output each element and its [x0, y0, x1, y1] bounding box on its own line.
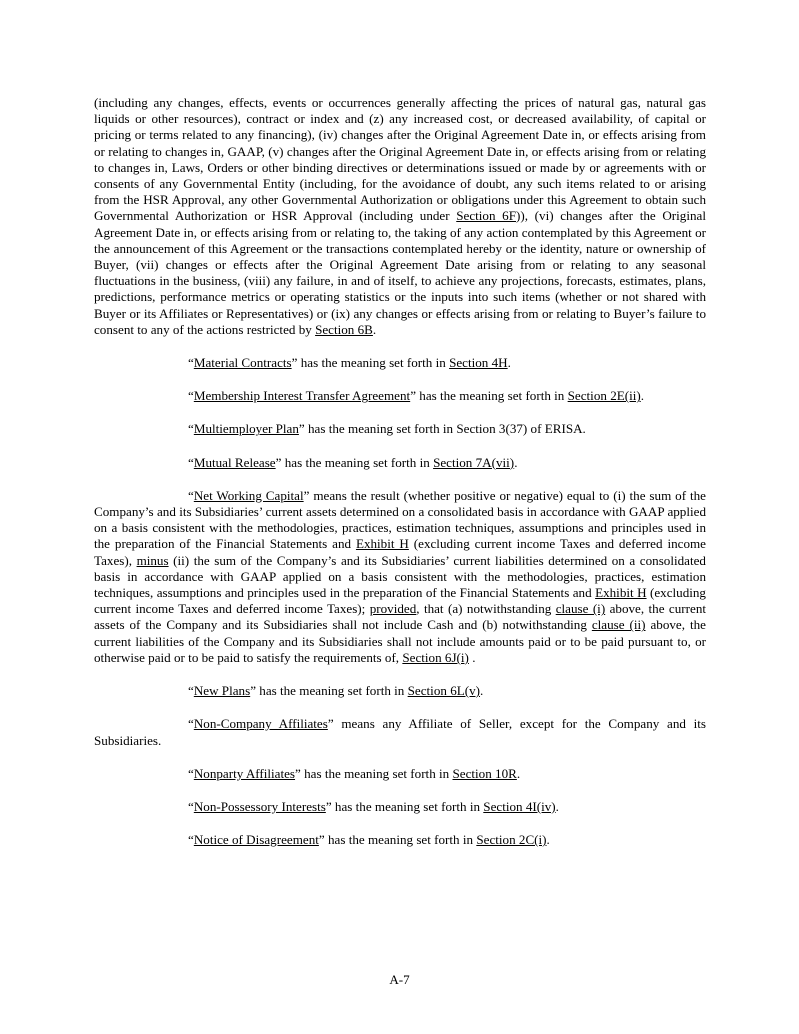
defined-term: Nonparty Affiliates: [193, 765, 296, 781]
clause-ref: clause (ii): [591, 617, 646, 633]
definition-membership-interest-transfer-agreement: “Membership Interest Transfer Agreement” has the meaning set forth in Section 2E(ii).: [188, 388, 645, 404]
defined-term: Non-Company Affiliates: [193, 716, 328, 732]
defined-term: New Plans: [193, 683, 251, 699]
definition-non-possessory-interests: “Non-Possessory Interests” has the meaning set forth in Section 4I(iv).: [188, 798, 559, 814]
definition-net-working-capital: “Net Working Capital” means the result (whether positive or negative) equal to (i) the sum of the Company’s and its Subsidiaries’ current assets determined on a consolidated basis in accordance with GAAP applied on a basis consistent with the methodologies, practices, estimation techniques, assumptions and principles used in the preparation of the Financial Statements and Exhibit H (excluding current income Taxes and deferred income Taxes), minus (ii) the sum of the Company’s and its Subsidiaries’ current liabilities determined on a consolidated basis in accordance with GAAP applied on a basis consistent with the methodologies, practices, estimation techniques, assumptions and principles used in the preparation of the Financial Statements and Exhibit H (excluding current income Taxes and deferred income Taxes); provided, that (a) notwithstanding clause (i) above, the current assets of the Company and its Subsidiaries shall not include Cash and (b) notwithstanding clause (ii) above, the current liabilities of the Company and its Subsidiaries shall not include amounts paid or to be paid pursuant to, or otherwise paid or to be paid to satisfy the requirements of, Section 6J(i) .: [94, 487, 707, 665]
emphasis-provided: provided: [369, 601, 417, 617]
section-ref: Section 2C(i): [476, 832, 547, 848]
defined-term: Net Working Capital: [193, 487, 304, 503]
defined-term: Multiemployer Plan: [193, 421, 299, 437]
defined-term: Non-Possessory Interests: [193, 798, 326, 814]
section-ref: Section 4H: [449, 355, 508, 371]
defined-term: Notice of Disagreement: [193, 832, 319, 848]
exhibit-ref: Exhibit H: [355, 536, 409, 552]
section-ref: Section 10R: [452, 765, 517, 781]
definition-nonparty-affiliates: “Nonparty Affiliates” has the meaning set forth in Section 10R.: [188, 765, 521, 781]
definition-mutual-release: “Mutual Release” has the meaning set forth in Section 7A(vii).: [188, 454, 518, 470]
section-ref: Section 6J(i): [402, 649, 469, 665]
section-ref: Section 6B: [315, 321, 373, 337]
section-ref: Section 6L(v): [407, 683, 481, 699]
section-ref: Section 2E(ii): [567, 388, 641, 404]
emphasis-minus: minus: [136, 552, 169, 568]
exhibit-ref: Exhibit H: [595, 585, 647, 601]
clause-ref: clause (i): [555, 601, 606, 617]
section-ref: Section 6F: [456, 208, 517, 224]
defined-term: Mutual Release: [193, 454, 276, 470]
document-body: [94, 95, 706, 848]
definition-non-company-affiliates: “Non-Company Affiliates” means any Affiliate of Seller, except for the Company and its Subsidiaries.: [94, 716, 707, 748]
definition-notice-of-disagreement: “Notice of Disagreement” has the meaning set forth in Section 2C(i).: [188, 832, 550, 848]
mae-continuation-paragraph: (including any changes, effects, events or occurrences generally affecting the prices of natural gas, natural gas liquids or other resources), contract or index and (z) any increased cost, or decreased availability, of capital or pricing or terms related to any financing), (iv) changes after the Original Agreement Date in, or effects arising from or relating to changes in, GAAP, (v) changes after the Original Agreement Date in, or effects arising from or relating to changes in, Laws, Orders or other binding directives or determinations issued or made by or agreements with or consents of any Governmental Entity (including, for the avoidance of doubt, any such items related to or arising from the HSR Approval, any other Governmental Authorization or obligations under this Agreement to obtain such Governmental Authorization or HSR Approval (including under Section 6F)), (vi) changes after the Original Agreement Date in, or effects arising from or relating to, the taking of any action contemplated by this Agreement or the announcement of this Agreement or the transactions contemplated hereby or the identity, nature or ownership of Buyer, (vii) changes or effects after the Original Agreement Date arising from or relating to any seasonal fluctuations in the business, (viii) any failure, in and of itself, to achieve any projections, forecasts, estimates, plans, predictions, performance metrics or operating statistics or the inputs into such items (whether or not shared with Buyer or its Affiliates or Representatives) or (ix) any changes or effects arising from or relating to Buyer’s failure to consent to any of the actions restricted by Section 6B.: [94, 95, 706, 337]
section-ref: Section 4I(iv): [483, 798, 556, 814]
section-ref: Section 7A(vii): [433, 454, 515, 470]
defined-term: Membership Interest Transfer Agreement: [193, 388, 411, 404]
definition-multiemployer-plan: “Multiemployer Plan” has the meaning set forth in Section 3(37) of ERISA.: [188, 421, 586, 437]
page-number: A-7: [389, 972, 410, 987]
definition-material-contracts: “Material Contracts” has the meaning set forth in Section 4H.: [188, 355, 511, 371]
defined-term: Material Contracts: [193, 355, 292, 371]
definition-new-plans: “New Plans” has the meaning set forth in Section 6L(v).: [188, 683, 484, 699]
